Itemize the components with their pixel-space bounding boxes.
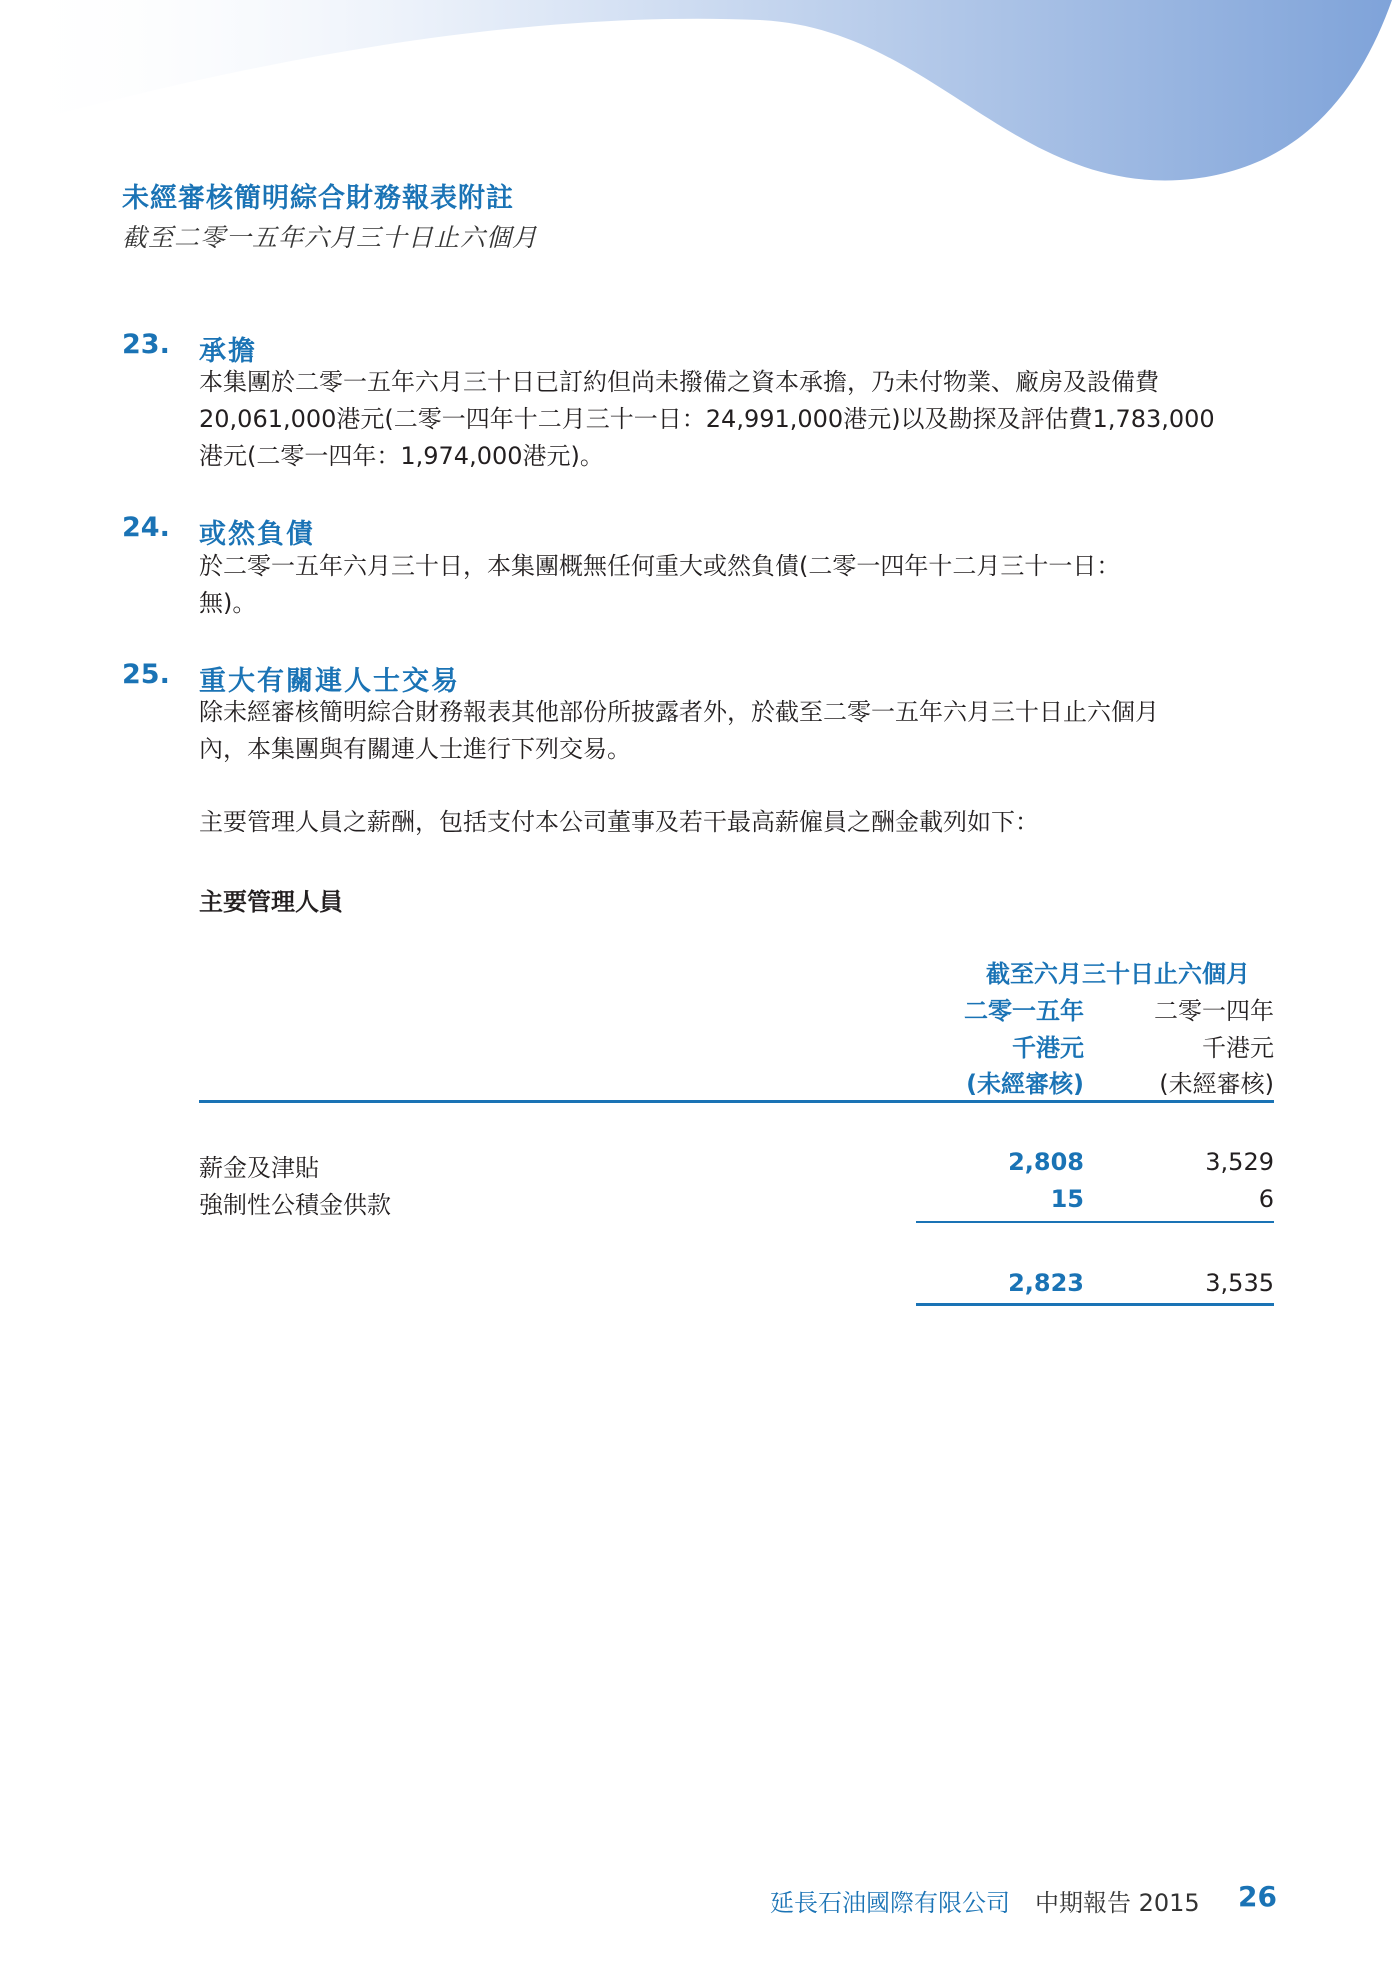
page-header-title: 未經審核簡明綜合財務報表附註 <box>122 183 514 214</box>
row-salaries-2014: 3,529 <box>1205 1148 1274 1176</box>
section-24-body <box>199 548 1274 622</box>
col-2015-note: (未經審核) <box>966 1070 1084 1098</box>
col-2014-unit: 千港元 <box>1202 1034 1274 1062</box>
body-line: 無)。 <box>199 589 257 617</box>
page-header-subtitle: 截至二零一五年六月三十日止六個月 <box>122 223 539 252</box>
table-header-rule <box>199 1100 1274 1103</box>
row-label-salaries: 薪金及津貼 <box>199 1154 319 1182</box>
footer-report: 中期報告 2015 <box>1035 1889 1200 1917</box>
body-line: 港元(二零一四年：1,974,000港元)。 <box>199 442 604 470</box>
subtotal-rule <box>916 1221 1274 1223</box>
col-2014-year: 二零一四年 <box>1154 997 1274 1025</box>
section-24-number: 24. <box>122 512 170 543</box>
col-2015-unit: 千港元 <box>1012 1034 1084 1062</box>
section-23-body <box>199 364 1274 475</box>
body-line: 20,061,000港元(二零一四年十二月三十一日：24,991,000港元)以及勘探及評估費1,783,000 <box>199 405 1215 433</box>
section-23-number: 23. <box>122 329 170 360</box>
col-2015-year: 二零一五年 <box>964 997 1084 1025</box>
row-mpf-2015: 15 <box>1050 1185 1084 1213</box>
total-2015: 2,823 <box>1008 1269 1084 1297</box>
section-25-para2: 主要管理人員之薪酬，包括支付本公司董事及若干最高薪僱員之酬金載列如下： <box>199 808 1039 836</box>
body-line: 除未經審核簡明綜合財務報表其他部份所披露者外，於截至二零一五年六月三十日止六個月 <box>199 698 1159 726</box>
decorative-wave <box>0 0 1392 190</box>
col-2014-note: (未經審核) <box>1159 1070 1274 1098</box>
section-24-title: 或然負債 <box>199 519 315 550</box>
page-number: 26 <box>1238 1880 1277 1913</box>
key-management-heading: 主要管理人員 <box>199 888 343 916</box>
total-rule <box>916 1303 1274 1306</box>
body-line: 本集團於二零一五年六月三十日已訂約但尚未撥備之資本承擔，乃未付物業、廠房及設備費 <box>199 368 1159 396</box>
footer-company: 延長石油國際有限公司 <box>770 1889 1010 1917</box>
section-25-number: 25. <box>122 659 170 690</box>
body-line: 內，本集團與有關連人士進行下列交易。 <box>199 735 631 763</box>
section-25-title: 重大有關連人士交易 <box>199 666 460 697</box>
section-23-title: 承擔 <box>199 336 257 367</box>
row-salaries-2015: 2,808 <box>1008 1148 1084 1176</box>
period-header: 截至六月三十日止六個月 <box>986 960 1250 988</box>
row-mpf-2014: 6 <box>1258 1185 1274 1213</box>
total-2014: 3,535 <box>1205 1269 1274 1297</box>
row-label-mpf: 強制性公積金供款 <box>199 1191 391 1219</box>
section-25-body <box>199 694 1274 768</box>
body-line: 於二零一五年六月三十日，本集團概無任何重大或然負債(二零一四年十二月三十一日： <box>199 552 1121 580</box>
